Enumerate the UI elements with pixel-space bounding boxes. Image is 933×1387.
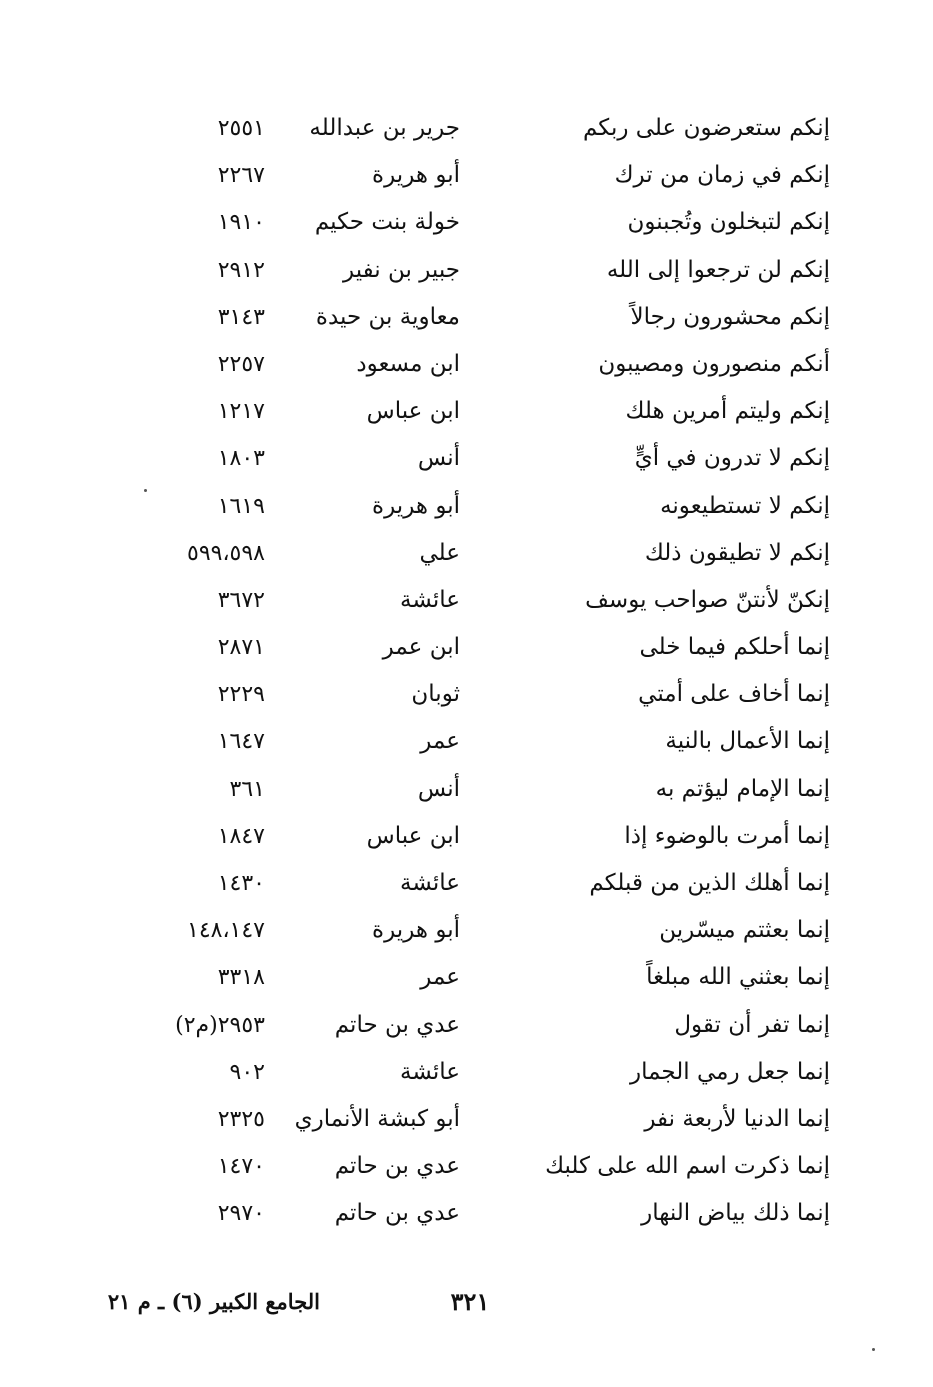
narrator-name: ابن عباس	[366, 822, 460, 849]
index-row	[150, 483, 840, 530]
narrator-name: أبو هريرة	[372, 917, 460, 944]
hadith-opening-text: إنكم لتبخلون وتُجبنون	[627, 209, 830, 236]
narrator-name: علي	[419, 539, 460, 566]
index-row	[150, 671, 840, 718]
narrator-name: جبير بن نفير	[343, 256, 460, 283]
index-row	[150, 1143, 840, 1190]
hadith-number: ٢٣٢٥	[217, 1106, 265, 1132]
hadith-opening-text: إنكم لن ترجعوا إلى الله	[606, 256, 830, 283]
hadith-opening-text: إنما الإمام ليؤتم به	[655, 775, 830, 802]
hadith-number: ١٤٣٠	[217, 871, 265, 896]
hadith-opening-text: إنكم ستعرضون على ربكم	[582, 115, 830, 141]
narrator-name: أبو هريرة	[372, 162, 460, 189]
hadith-opening-text: إنما ذكرت اسم الله على كلبك	[545, 1153, 830, 1180]
hadith-number: ٢٩٧٠	[217, 1201, 265, 1227]
index-row	[150, 294, 840, 341]
hadith-number: ٢٩٥٣(م٢)	[175, 1012, 265, 1038]
hadith-opening-text: إنما أحلكم فيما خلى	[639, 634, 830, 661]
index-row	[150, 199, 840, 246]
narrator-name: جرير بن عبدالله	[309, 115, 460, 141]
hadith-number: ٢٨٧١	[217, 635, 265, 661]
index-row	[150, 341, 840, 388]
hadith-opening-text: إنكم لا تدرون في أيٍّ	[634, 445, 830, 472]
hadith-number: ٣٦١	[229, 776, 265, 802]
index-row	[150, 388, 840, 435]
hadith-number: ٢٢٥٧	[217, 351, 265, 377]
hadith-opening-text: إنما أخاف على أمتي	[638, 681, 830, 708]
narrator-name: أنس	[417, 445, 460, 472]
index-row	[150, 105, 840, 152]
hadith-opening-text: إنما أهلك الذين من قبلكم	[589, 870, 830, 896]
hadith-number: ٢٩١٢	[217, 257, 265, 283]
hadith-number: ١٤٨،١٤٧	[187, 918, 265, 944]
hadith-opening-text: إنكم لا تطيقون ذلك	[644, 539, 830, 566]
index-row	[150, 954, 840, 1001]
hadith-number: ٥٩٩،٥٩٨	[187, 540, 265, 566]
hadith-number: ٢٢٢٩	[217, 682, 265, 708]
hadith-number: ١٦٤٧	[217, 729, 265, 755]
hadith-opening-text: إنكم في زمان من ترك	[614, 162, 830, 189]
narrator-name: عائشة	[400, 586, 460, 613]
hadith-opening-text: إنما الأعمال بالنية	[665, 728, 830, 755]
narrator-name: خولة بنت حكيم	[314, 209, 460, 236]
narrator-name: عدي بن حاتم	[334, 1153, 460, 1180]
hadith-index-table	[150, 105, 840, 1238]
hadith-number: ٢٥٥١	[217, 116, 265, 141]
hadith-number: ٣٣١٨	[217, 965, 265, 991]
index-row	[150, 860, 840, 907]
hadith-opening-text: إنكم محشورون رجالاً	[630, 303, 830, 330]
hadith-number: ١٦١٩	[217, 493, 265, 519]
hadith-number: ١٨٠٣	[217, 446, 265, 472]
hadith-opening-text: إنما بعثتم ميسّرين	[659, 917, 830, 944]
index-row	[150, 1190, 840, 1237]
hadith-opening-text: إنما بعثني الله مبلغاً	[646, 964, 830, 991]
index-row	[150, 152, 840, 199]
hadith-number: ١٩١٠	[217, 210, 265, 236]
index-row	[150, 530, 840, 577]
index-row	[150, 813, 840, 860]
narrator-name: ابن عمر	[382, 634, 460, 661]
index-row	[150, 624, 840, 671]
hadith-opening-text: إنما جعل رمي الجمار	[629, 1058, 830, 1085]
hadith-number: ٢٢٦٧	[217, 163, 265, 189]
hadith-opening-text: إنما أمرت بالوضوء إذا	[624, 822, 830, 849]
hadith-opening-text: أنكم منصورون ومصيبون	[598, 350, 830, 377]
page-number: ٣٢١	[450, 1287, 490, 1316]
hadith-number: ١٤٧٠	[217, 1154, 265, 1180]
narrator-name: أنس	[417, 775, 460, 802]
paper-speck	[872, 1348, 875, 1351]
narrator-name: أبو هريرة	[372, 492, 460, 519]
hadith-number: ٩٠٢	[229, 1059, 265, 1085]
narrator-name: عدي بن حاتم	[334, 1200, 460, 1227]
index-row	[150, 766, 840, 813]
index-row	[150, 247, 840, 294]
hadith-opening-text: إنكنّ لأنتنّ صواحب يوسف	[585, 586, 830, 613]
index-row	[150, 1002, 840, 1049]
narrator-name: عدي بن حاتم	[334, 1011, 460, 1038]
hadith-opening-text: إنما ذلك بياض النهار	[641, 1200, 830, 1227]
narrator-name: عائشة	[400, 870, 460, 896]
index-row	[150, 1096, 840, 1143]
index-row	[150, 1049, 840, 1096]
hadith-opening-text: إنكم لا تستطيعونه	[660, 492, 830, 519]
narrator-name: عمر	[420, 964, 460, 991]
narrator-name: عمر	[420, 728, 460, 755]
book-signature: الجامع الكبير (٦) ـ م ٢١	[107, 1289, 320, 1314]
narrator-name: ابن مسعود	[356, 350, 460, 377]
hadith-number: ١٨٤٧	[217, 823, 265, 849]
hadith-number: ١٢١٧	[217, 399, 265, 425]
index-row	[150, 435, 840, 482]
narrator-name: ثوبان	[411, 681, 460, 708]
narrator-name: أبو كبشة الأنماري	[294, 1105, 460, 1132]
index-row	[150, 577, 840, 624]
hadith-number: ٣٦٧٢	[217, 587, 265, 613]
index-row	[150, 907, 840, 954]
narrator-name: ابن عباس	[366, 398, 460, 425]
hadith-opening-text: إنما تفر أن تقول	[674, 1011, 830, 1038]
index-row	[150, 718, 840, 765]
hadith-opening-text: إنما الدنيا لأربعة نفر	[644, 1105, 830, 1132]
narrator-name: معاوية بن حيدة	[315, 303, 460, 330]
paper-speck	[144, 489, 147, 492]
narrator-name: عائشة	[400, 1058, 460, 1085]
hadith-number: ٣١٤٣	[217, 304, 265, 330]
hadith-opening-text: إنكم وليتم أمرين هلك	[625, 398, 830, 425]
